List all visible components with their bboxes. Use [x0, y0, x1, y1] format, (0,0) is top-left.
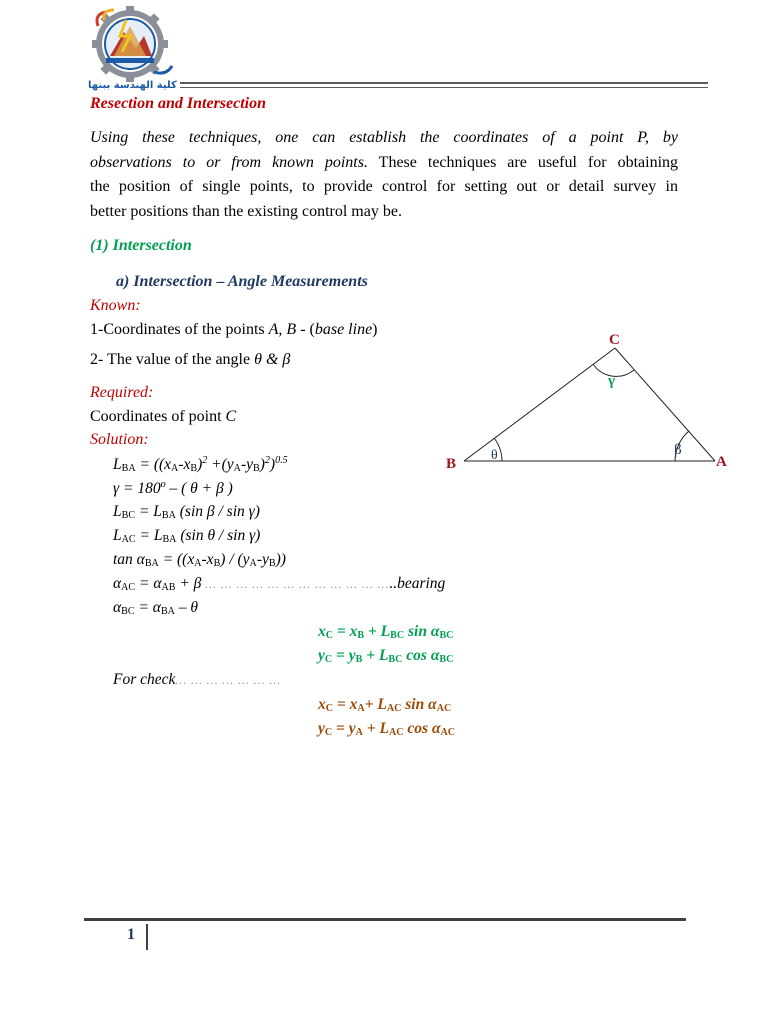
required-label: Required:: [90, 384, 154, 401]
vertex-c-label: C: [609, 332, 620, 348]
page-number: 1: [127, 926, 135, 943]
equation-xc-from-b: $x_C = x_B + L_{BC}$ $\sin \alpha_{BC}$: [318, 623, 454, 641]
known-item-1-points: A, B: [268, 321, 297, 338]
known-label: Known:: [90, 297, 141, 314]
equation-gamma: $\gamma = 180^o$ – ( θ + β ): [113, 479, 233, 498]
check-label: [113, 671, 281, 689]
triangle-diagram: [440, 320, 740, 480]
known-item-2-math: θ & β: [254, 351, 291, 368]
known-item-1-text: 1-Coordinates of the points: [90, 321, 269, 338]
subsection-heading-angle: a) Intersection – Angle Measurements: [116, 273, 368, 290]
page-number-divider: [146, 924, 148, 950]
footer-rule: [84, 918, 686, 921]
check-dots: … … … … … … …: [175, 673, 282, 687]
equation-yc-from-a: $y_C = y_A + L_{AC}$ $\cos \alpha_{AC}$: [318, 720, 456, 738]
angle-theta-label: θ: [491, 448, 498, 463]
intro-line-3: the position of single points, to provide control for setting out or detail survey in: [90, 178, 678, 195]
side-bc: [464, 348, 615, 461]
intro-line-1: Using these techniques, one can establish the coordinates of a point P, by: [90, 129, 678, 146]
equation-xc-from-a: $x_C = x_A+ L_{AC}$ $\sin \alpha_{AC}$: [318, 696, 452, 714]
equation-yc-from-b: $y_C = y_B + L_{BC}$ $\cos \alpha_{BC}$: [318, 647, 454, 665]
bearing-dots: … … … … … … … … … … … …: [205, 577, 390, 591]
intro-line-2-rest: These techniques are useful for obtaining: [367, 153, 679, 171]
known-item-1: [90, 321, 378, 339]
logo-caption: كلية الهندسة ببنها: [88, 80, 177, 91]
required-text: [90, 408, 236, 426]
angle-gamma-label: γ: [608, 373, 616, 389]
solution-label: Solution:: [90, 431, 149, 448]
side-ac: [615, 348, 715, 461]
equation-length-ba: $L_{BA} = ((x_A-x_B)^2 +(y_A-y_B)^2)^{0.5}$: [113, 455, 288, 475]
faculty-logo: [84, 6, 180, 94]
vertex-a-label: A: [716, 454, 727, 470]
intro-line-2-italic: observations to or from known points.: [90, 153, 368, 171]
check-label-text: For check: [113, 671, 176, 688]
section-heading-intersection: (1) Intersection: [90, 237, 192, 254]
intro-paragraph: [90, 126, 678, 224]
vertex-b-label: B: [446, 456, 457, 472]
equation-tan-alpha-ba: $\tan \alpha_{BA} = ((x_A-x_B) / (y_A-y_B))$: [113, 551, 286, 569]
bearing-word: ..bearing: [389, 575, 446, 592]
equation-length-ac: $L_{AC} = L_{BA}$ (sin θ / sin γ): [113, 527, 261, 545]
page-title: Resection and Intersection: [90, 95, 267, 112]
known-item-2-text: 2- The value of the angle: [90, 351, 255, 368]
known-item-1-close: ): [372, 321, 378, 338]
equation-length-bc: $L_{BC} = L_{BA}$ (sin β / sin γ): [113, 503, 260, 521]
known-item-2: [90, 351, 290, 369]
equation-alpha-ac: $\alpha_{AC} = \alpha_{AB} + \beta$ … … … … … … … … … … … …..bearing: [113, 575, 446, 593]
angle-beta-label: β: [674, 442, 682, 458]
header-rule-top: [180, 82, 708, 84]
intro-line-4: better positions than the existing control may be.: [90, 202, 402, 220]
equation-alpha-bc: $\alpha_{BC} = \alpha_{BA} - \theta$: [113, 599, 199, 617]
known-item-1-sep: - (: [296, 321, 315, 338]
known-item-1-paren: base line: [314, 321, 373, 338]
required-point: C: [225, 408, 237, 425]
header-rule-bottom: [180, 87, 708, 88]
required-text-main: Coordinates of point: [90, 408, 226, 425]
